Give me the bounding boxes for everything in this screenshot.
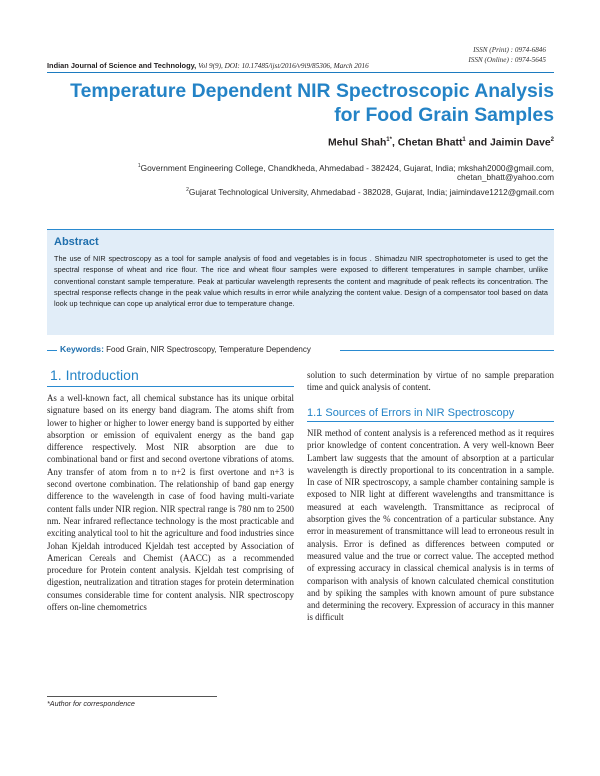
footnote-rule — [47, 696, 217, 697]
issn-online: ISSN (Online) : 0974-5645 — [468, 56, 546, 64]
footnote: *Author for correspondence — [47, 699, 135, 708]
section-1-1-rule — [307, 421, 554, 422]
keywords — [60, 344, 311, 354]
section-1-rule — [47, 386, 294, 387]
affiliation-2-mark: 2 — [186, 187, 189, 193]
affiliation-1-mark: 1 — [137, 163, 141, 169]
author-1: Mehul Shah — [327, 137, 387, 149]
author-3: Jaimin Dave — [490, 137, 551, 149]
issn-block — [468, 45, 546, 65]
author-1-mark: 1* — [386, 137, 392, 143]
section-1-number: 1. — [50, 367, 62, 383]
abstract-heading: Abstract — [54, 236, 99, 248]
keywords-label: Keywords: — [60, 344, 104, 354]
affiliation-1-line1: Government Engineering College, Chandkheda, Ahmedabad - 382424, Gujarat, India; mkshah2000@gmail.com, — [140, 162, 554, 173]
section-1-1-number: 1.1 — [307, 407, 323, 419]
keywords-rule-left — [47, 350, 57, 351]
keywords-text: Food Grain, NIR Spectroscopy, Temperature Dependency — [106, 345, 311, 354]
abstract-text: The use of NIR spectroscopy as a tool for sample analysis of food and vegetables is in focus . Shimadzu NIR spectrophotometer is used to get the spectral response of wheat and rice flour. The rice and wheat flour samples were exposed to different temperatures in sample chamber, unlike conventional constant sample temperature. Peak at particular wavelength represents the content and magnitude of peak reflects its concentration. The spectral response reflects change in the peak value which results in error while analyzing the content value. Design of a compensator tool based on data look up technique can cope up analytical error due to temperature change. — [54, 254, 548, 309]
issn-print: ISSN (Print) : 0974-6846 — [473, 46, 546, 54]
paper-title: Temperature Dependent NIR Spectroscopic Analysis for Food Grain Samples — [70, 80, 554, 126]
section-1-1-heading — [307, 407, 514, 419]
author-2-mark: 1 — [462, 137, 466, 143]
affiliation-2 — [186, 185, 554, 198]
section-1-title: Introduction — [65, 367, 139, 383]
author-list: Mehul Shah$^{1*}$, Chetan Bhatt$^1$ and Jaimin Dave$^2$ — [327, 137, 554, 149]
author-3-mark: 2 — [550, 137, 554, 143]
author-2: Chetan Bhatt — [397, 137, 463, 149]
affiliation-1-line2: chetan_bhatt@yahoo.com — [457, 172, 554, 182]
section-1-1-title: Sources of Errors in NIR Spectroscopy — [325, 407, 515, 419]
journal-name: Indian Journal of Science and Technology, — [47, 61, 197, 70]
header-rule — [47, 72, 554, 73]
affiliation-2-line1: Gujarat Technological University, Ahmedabad - 382028, Gujarat, India; jaimindave1212@gmail.com — [188, 186, 554, 197]
intro-paragraph-continued: solution to such determination by virtue of no sample preparation time and quick analysis of content. — [307, 370, 554, 393]
keywords-rule-right — [340, 350, 554, 351]
section-1-1-paragraph: NIR method of content analysis is a referenced method as it requires prior knowledge of content concentration. A very well-known Beer Lambert law suggests that the amount of absorption at a particular wavelength is directly proportional to its concentration in a sample. In case of NIR spectroscopy, a sample chamber containing sample is exposed to NIR light at different wavelengths and transmittance is measured at each wavelength. Transmittance as reciprocal of absorption gives the % concentration of a particular substance. Any error in measurement of transmittance will lead to erroneous result in analysis. Error is defined as differences between computed or measured value and the true or correct value. The accepted method of expressing accuracy in classical chemical analysis is in terms of comparison with analysis of known calculated chemical constitution and by spiking the samples with known amount of pure substance and determining the recovery. Expression of accuracy in this manner is difficult — [307, 428, 554, 623]
journal-meta: Vol 9(9), DOI: 10.17485/ijst/2016/v9i9/85306, March 2016 — [198, 62, 369, 70]
intro-paragraph: As a well-known fact, all chemical substance has its unique orbital signature based on its energy band diagram. The atoms shift from lower to higher or higher to lower energy band is supported by either absorption or emission of equivalent energy as the band gap difference respectively. Most NIR absorption are due to combinational band or first and second overtone vibrations of atoms. Any transfer of atom from n to n+2 is first overtone and n+3 is second overtone combination. The relationship of band gap energy difference to the wavelength in case of food having multi-variate content falls under NIR region. NIR spectral range is 780 nm to 2500 nm. Near infrared reflectance technology is the most practicable and exciting analytical tool to hit the agriculture and food industries since Johan Kjeldah introduced Kjeldah test accepted by Association of American Cereals and Chemist (AACC) as a recommended procedure for Protein content analysis. Kjeldah test comprising of digestion, neutralization and titration stages for protein determination consumes considerable time for content analysis. NIR spectroscopy offers on-line chemometrics — [47, 393, 294, 613]
section-1-heading — [50, 367, 139, 383]
journal-citation — [47, 61, 369, 70]
